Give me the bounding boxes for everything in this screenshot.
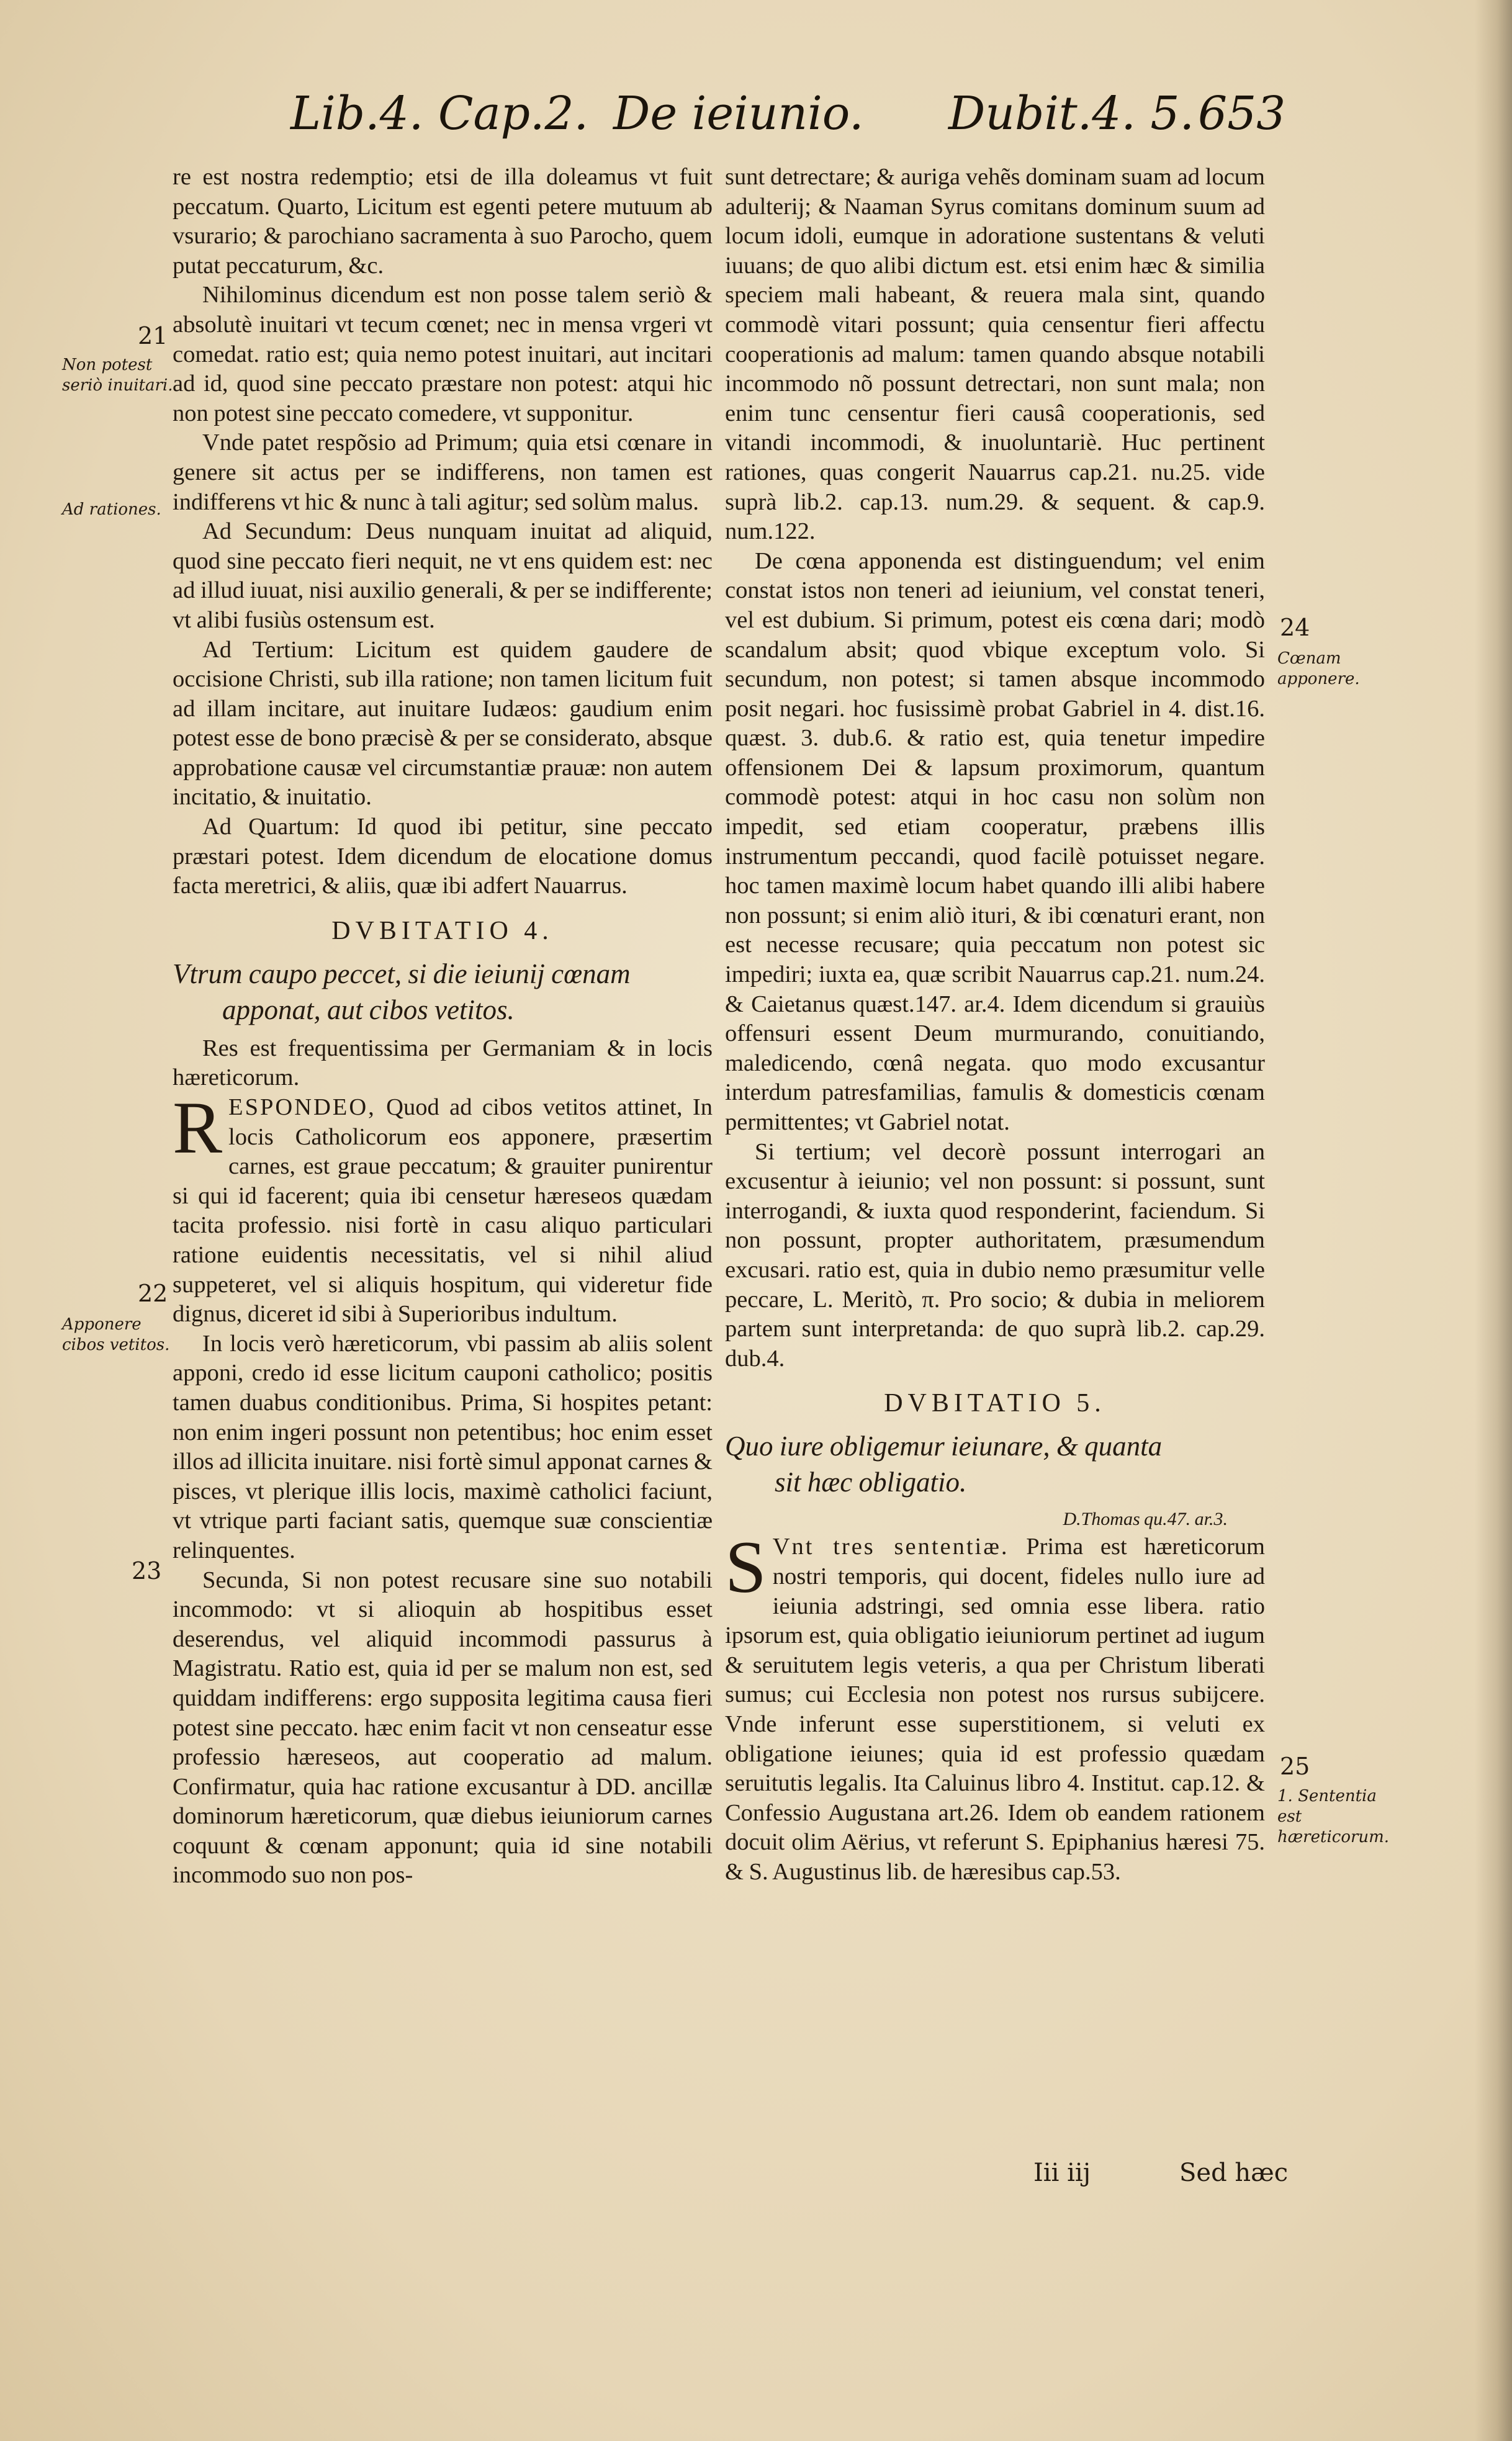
paragraph: Ad Quartum: Id quod ibi petitur, sine peccato præstari potest. Idem dicendum de elocatione domus facta meretrici, & aliis, quæ ibi adfert Nauarrus.: [173, 814, 713, 899]
question-title: [725, 1428, 1265, 1500]
margin-number-25: 25: [1280, 1753, 1310, 1780]
dubitatio-heading: DVBITATIO 5.: [884, 1389, 1106, 1418]
paragraph-text: Prima est hæreticorum nostri temporis, qui docent, fideles nullo iure ad ieiunia adstringi, sed omnia esse libera. ratio ipsorum est, quia obligatio ieiuniorum pertinet ad iugum & seruitutem legis veteris, a qua per Christum liberati sumus; cui Ecclesia non potest nos rursus subijcere. Vnde inferunt esse superstitionem, si veluti ex obligatione ieiunes; quia id est professio quædam seruitutis legalis. Ita Caluinus libro 4. Institut. cap.12. & Confessio Augustana art.26. Idem ob eandem rationem docuit olim Aërius, vt referunt S. Epiphanius hæresi 75. & S. Augustinus lib. de hæresibus cap.53.: [725, 1534, 1265, 1885]
lead-word: ESPONDEO,: [228, 1094, 376, 1121]
question-line: apponat, aut cibos vetitos.: [222, 994, 515, 1025]
header-dubitatio: Dubit.4. 5.: [948, 87, 1195, 140]
running-header: [0, 87, 1512, 161]
paragraph: Res est frequentissima per Germaniam & in locis hæreticorum.: [173, 1035, 713, 1091]
header-book-chapter: Lib.4. Cap.2.: [290, 87, 589, 140]
question-line: Vtrum caupo peccet, si die ieiunij cœnam: [173, 958, 631, 989]
paragraph-text: Quod ad cibos vetitos attinet, In locis Catholicorum eos apponere, præsertim carnes, est graue peccatum; & grauiter punirentur si qui id facerent; quia ibi censetur hæreseos quædam tacita professio. nisi fortè in casu aliquo particulari ratione euidentis necessitatis, vel si nihil aliud suppeteret, vel si aliquis hospitum, qui videretur fide dignus, diceret id sibi à Superioribus indultum.: [173, 1094, 713, 1328]
paragraph: De cœna apponenda est distinguendum; vel enim constat istos non teneri ad ieiunium, vel constat teneri, vel est dubium. Si primum, potest eis cœna dari; modò scandalum absit; quod vbique exceptum volo. Si secundum, non potest; si tamen absque incommodo posit negari. hoc fusissimè probat Gabriel in 4. dist.16. quæst. 3. dub.6. & ratio est, quia tenetur impedire offensionem Dei & lapsum proximorum, quantum commodè potest: atqui in hoc casu non solùm non impedit, sed etiam cooperatur, præbens illis instrumentum peccandi, quod facilè potuisset negare. hoc tamen maximè locum habet quando illi alibi habere non possunt; si enim aliò ituri, & ibi cœnaturi erant, non est necesse recusare; quia peccatum non potest sic impediri; iuxta ea, quæ scribit Nauarrus cap.21. num.24. & Caietanus quæst.147. ar.4. Idem dicendum si grauiùs offensuri essent Deum murmurando, conuitiando, maledicendo, cœnâ negata. quo modo excusantur interdum patresfamilias, famulis & domesticis cœnam permittentes; vt Gabriel notat.: [725, 547, 1265, 1135]
paragraph: Ad Secundum: Deus nunquam inuitat ad aliquid, quod sine peccato fieri nequit, ne vt ens quidem est: nec ad illud iuuat, nisi auxilio generali, & per se indifferente; vt alibi fusiùs ostensum est.: [173, 518, 713, 633]
paragraph: re est nostra redemptio; etsi de illa doleamus vt fuit peccatum. Quarto, Licitum est egenti petere mutuum ab vsurario; & parochiano sacramenta à suo Parocho, quem putat peccaturum, &c.: [173, 164, 713, 279]
paragraph: Vnde patet respõsio ad Primum; quia etsi cœnare in genere sit actus per se indifferens, non tamen est indifferens vt hic & nunc à tali agitur; sed solùm malus.: [173, 429, 713, 515]
page-number: 653: [1198, 87, 1286, 140]
question-title: [173, 956, 713, 1028]
paragraph: Si tertium; vel decorè possunt interrogari an excusentur à ieiunio; vel non possunt: si possunt, sunt interrogandi, & iuxta quod responderint, faciendum. Si non possunt, propter authoritatem, præsumendum excusari. ratio est, quia in dubio nemo præsumitur velle peccare, L. Meritò, π. Pro socio; & dubia in meliorem partem sunt interpretanda: de quo suprà lib.2. cap.29. dub.4.: [725, 1138, 1265, 1372]
dubitatio-heading: DVBITATIO 4.: [331, 916, 554, 945]
margin-note-ad-rationes: Ad rationes.: [62, 500, 161, 519]
margin-note-non-potest: Non potest seriò inuitari.: [62, 356, 173, 395]
margin-number-23: 23: [132, 1557, 162, 1585]
question-line: Quo iure obligemur ieiunare, & quanta: [725, 1431, 1163, 1462]
margin-number-21: 21: [138, 322, 168, 349]
margin-note-sententia: 1. Sententia est hæreticorum.: [1277, 1787, 1390, 1846]
signature-mark: Iii iij: [1033, 2159, 1091, 2187]
margin-number-24: 24: [1280, 614, 1310, 641]
margin-number-22: 22: [138, 1280, 168, 1307]
left-column: [173, 163, 713, 1890]
paragraph: sunt detrectare; & auriga vehẽs dominam suam ad locum adulterij; & Naaman Syrus comitans dominum suum ad locum idoli, eumque in adoratione sustentans & veluti iuuans; de quo alibi dictum est. etsi enim hæc & similia speciem mali habeant, & reuera mala sint, quando commodè vitari possunt; quia censentur fieri affectu cooperationis ad malum: tamen quando absque notabili incommodo nõ possunt detrectari, non sunt mala; non enim tunc censentur fieri causâ cooperationis, sed vitandi incommodi, & inuoluntariè. Huc pertinent rationes, quas congerit Nauarrus cap.21. nu.25. vide suprà lib.2. cap.13. num.29. & sequent. & cap.9. num.122.: [725, 164, 1265, 545]
drop-cap: S: [725, 1526, 767, 1609]
paragraph: Ad Tertium: Licitum est quidem gaudere de occisione Christi, sub illa ratione; non tamen licitum fuit ad illam incitare, aut inuitare Iudæos: gaudium enim potest esse de bono præcisè & per se considerato, absque approbatione causæ vel circumstantiæ prauæ: non autem incitatio, & inuitatio.: [173, 636, 713, 811]
margin-note-apponere: Apponere cibos vetitos.: [62, 1315, 170, 1354]
paragraph: In locis verò hæreticorum, vbi passim ab aliis solent apponi, credo id esse licitum cauponi catholico; positis tamen duabus conditionibus. Prima, Si hospites petant: non enim ingeri possunt non petentibus; hoc enim esset illos ad illicita inuitare. nisi fortè simul apponat carnes & pisces, vt plerique illis locis, maximè catholici faciunt, vt vtrique parti faciant satis, quemque suæ conscientiæ relinquentes.: [173, 1330, 713, 1563]
margin-note-coenam: Cœnam apponere.: [1277, 649, 1360, 688]
paragraph: Nihilominus dicendum est non posse talem seriò & absolutè inuitari vt tecum cœnet; nec in mensa vrgeri vt comedat. ratio est; quia nemo potest inuitari, aut incitari ad id, quod sine peccato præstare non potest: atqui hic non potest sine peccato comedere, vt supponitur.: [173, 282, 713, 426]
paragraph: [173, 1086, 713, 1329]
question-line: sit hæc obligatio.: [775, 1467, 967, 1498]
paragraph: [725, 1526, 1265, 1887]
header-topic: De ieiunio.: [613, 87, 864, 140]
lead-word: Vnt tres sententiæ.: [772, 1534, 1009, 1560]
source-citation: D.Thomas qu.47. ar.3.: [1063, 1509, 1228, 1530]
right-column: [725, 163, 1265, 1887]
drop-cap: R: [173, 1086, 223, 1169]
paragraph: Secunda, Si non potest recusare sine suo notabili incommodo: vt si alioquin ab hospitibus esset deserendus, vel aliquid incommodi passurus à Magistratu. Ratio est, quia id per se malum non est, sed quiddam indifferens: ergo supposita legitima causa fieri potest sine peccato. hæc enim facit vt non censeatur esse professio hæreseos, aut cooperatio ad malum. Confirmatur, quia hac ratione excusantur à DD. ancillæ dominorum hæreticorum, quæ diebus ieiuniorum carnes coquunt & cœnam apponunt; quia id sine notabili incommodo suo non pos-: [173, 1567, 713, 1889]
catchword: Sed hæc: [1179, 2159, 1289, 2187]
